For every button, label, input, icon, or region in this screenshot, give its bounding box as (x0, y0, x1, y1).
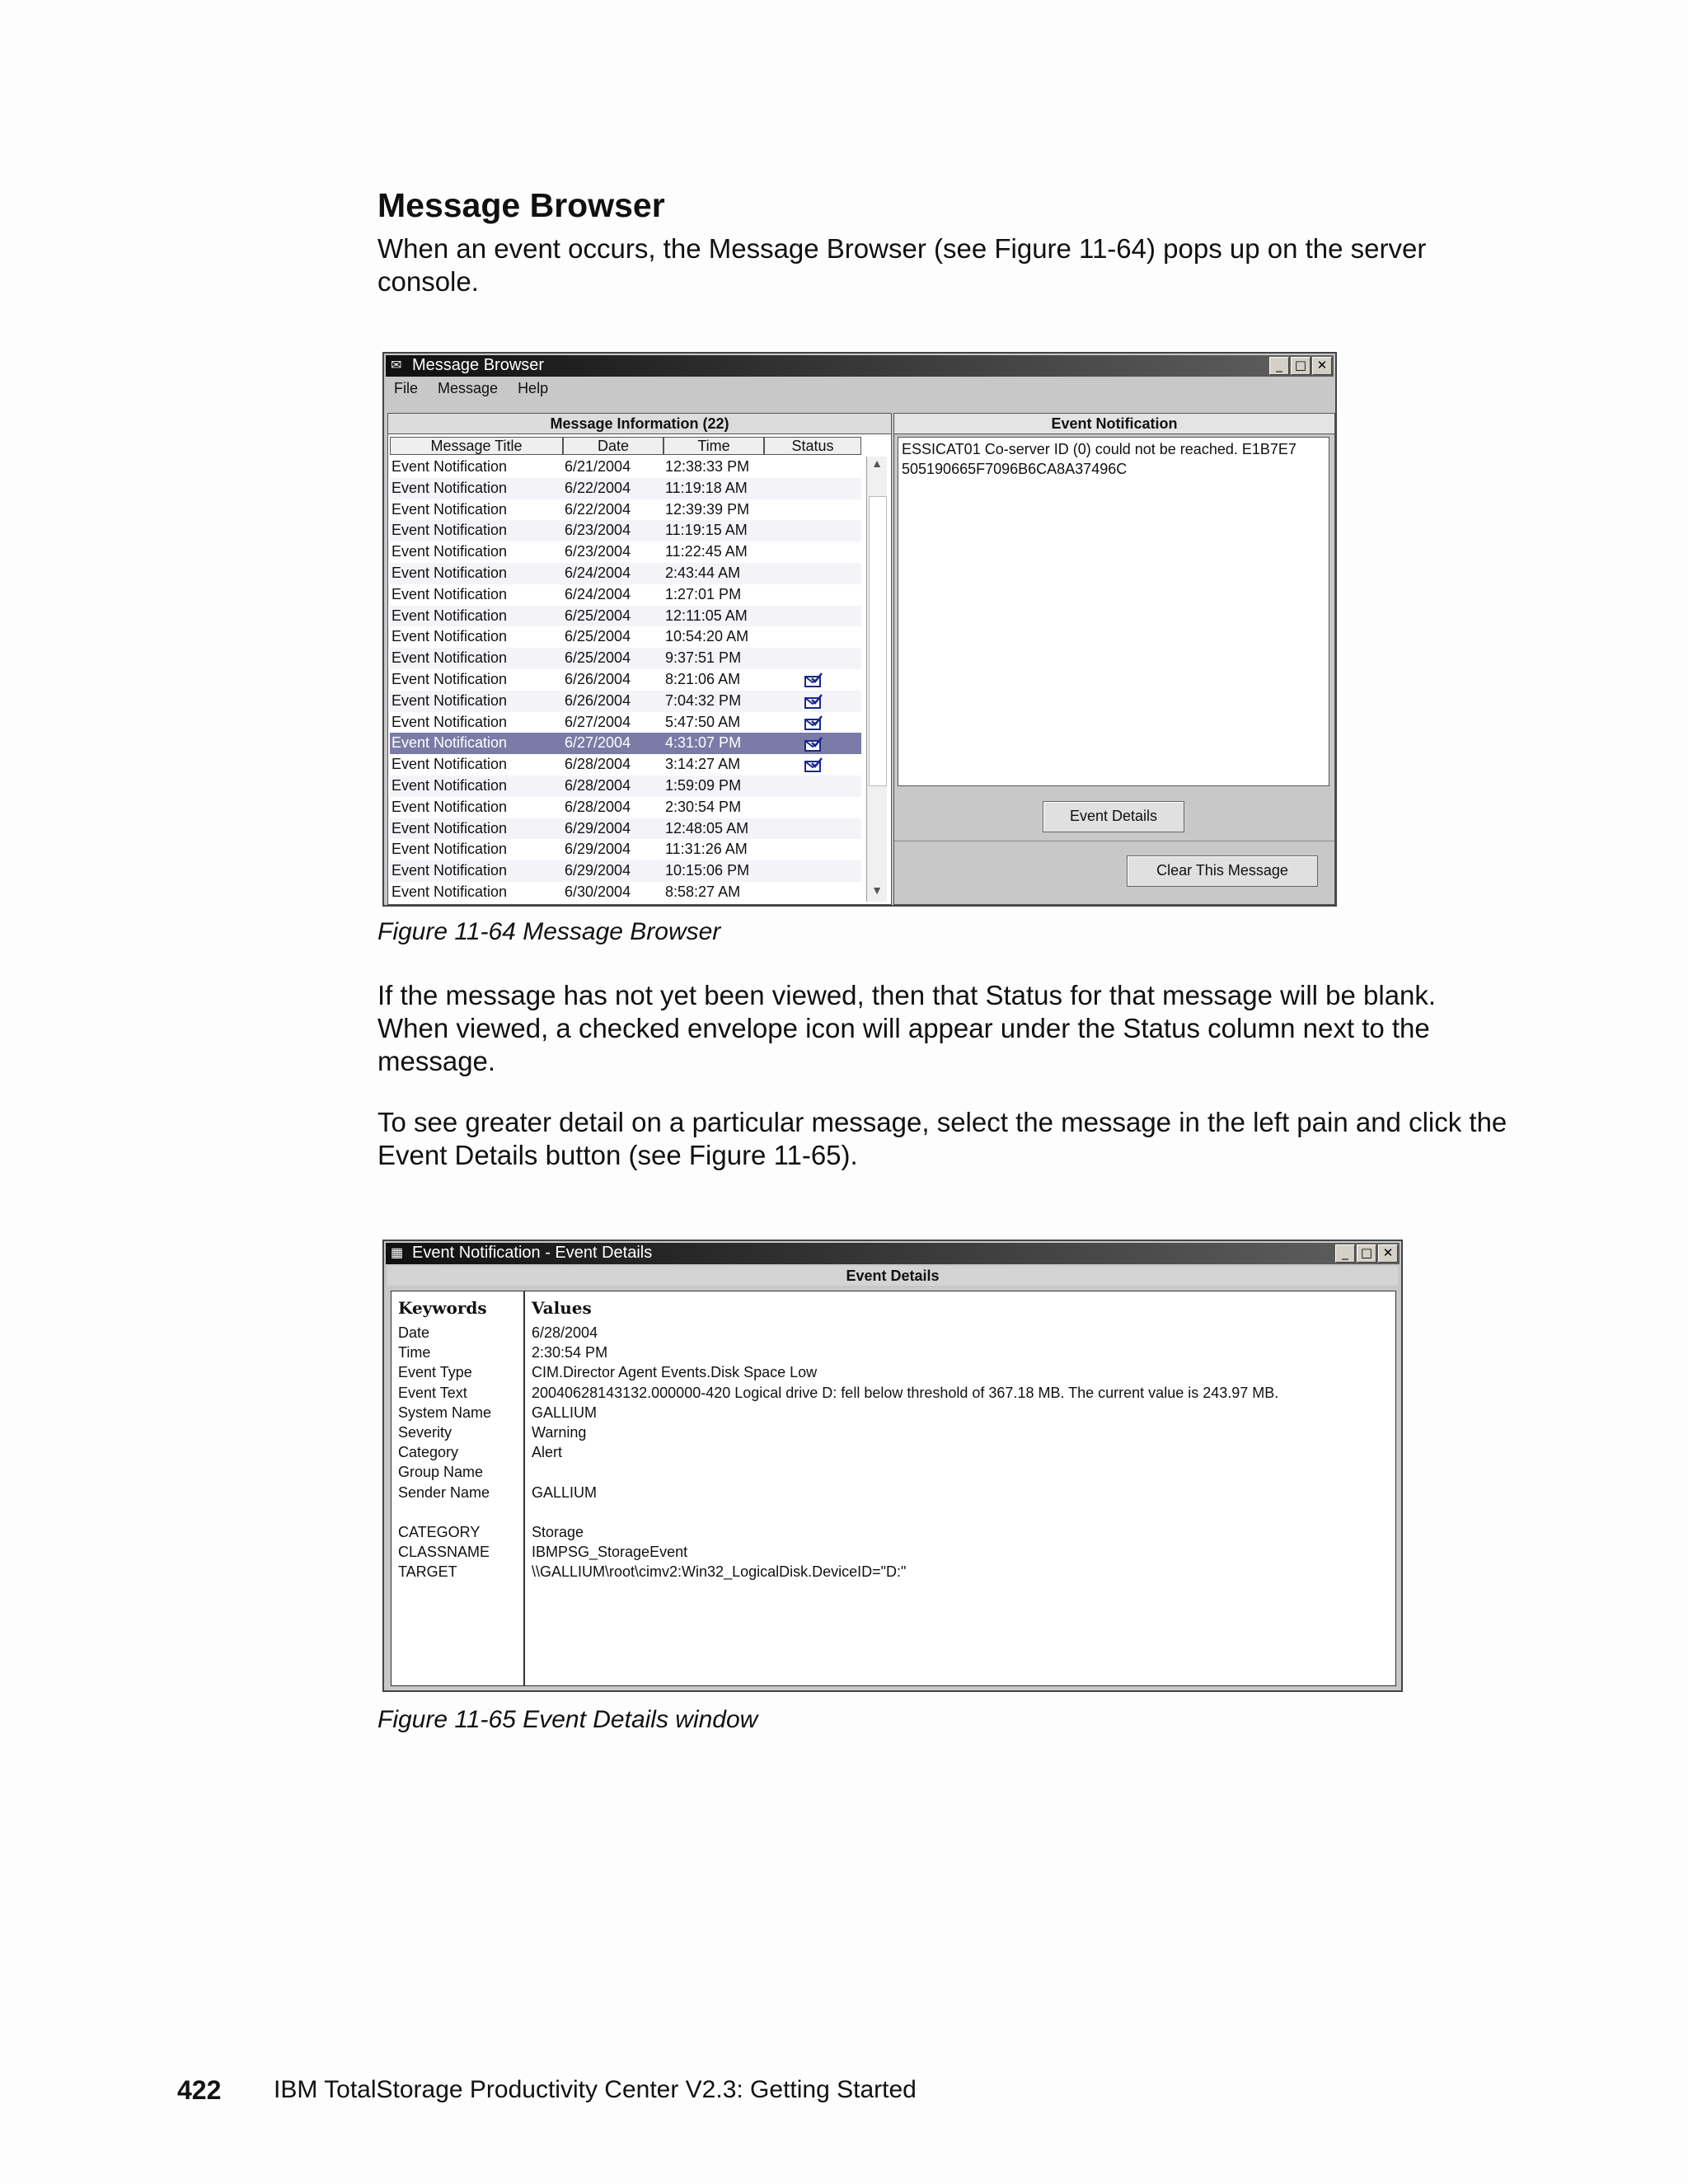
message-time: 1:27:01 PM (665, 585, 742, 602)
message-title: Event Notification (392, 841, 508, 858)
message-status (764, 541, 861, 563)
message-title: Event Notification (392, 564, 508, 581)
message-row[interactable] (390, 691, 861, 712)
message-row[interactable] (390, 818, 861, 840)
keyword-label: System Name (398, 1404, 492, 1421)
event-notification-header: Event Notification (894, 414, 1334, 434)
message-date: 6/24/2004 (565, 585, 631, 602)
message-date: 6/28/2004 (565, 776, 631, 794)
message-row[interactable] (390, 563, 861, 584)
close-icon[interactable]: ✕ (1378, 1244, 1398, 1263)
message-row[interactable] (390, 584, 861, 606)
keyword-label: TARGET (398, 1563, 457, 1581)
message-status (764, 563, 861, 584)
message-date: 6/24/2004 (565, 564, 631, 581)
keyword-label: Event Type (398, 1364, 472, 1381)
message-title: Event Notification (392, 756, 508, 773)
paragraph-status: If the message has not yet been viewed, then that Status for that message will be blank. When viewed, a checked envelope icon will appear under the Status column next to the message. (377, 980, 1437, 1076)
message-time: 12:38:33 PM (665, 458, 750, 475)
message-row[interactable] (390, 541, 861, 563)
keyword-label: Category (398, 1444, 459, 1461)
book-title: IBM TotalStorage Productivity Center V2.3: Getting Started (274, 2076, 917, 2103)
message-title: Event Notification (392, 734, 508, 752)
scroll-up-icon[interactable]: ▲ (871, 457, 883, 470)
value-text: 6/28/2004 (532, 1324, 598, 1341)
message-browser-window (382, 352, 1337, 907)
paragraph-detail: To see greater detail on a particular message, select the message in the left pain and click the Event Details button (see Figure 11-65). (377, 1107, 1507, 1170)
message-time: 2:30:54 PM (665, 798, 742, 815)
message-time: 8:21:06 AM (665, 670, 741, 687)
message-row[interactable] (390, 776, 861, 797)
message-time: 4:31:07 PM (665, 734, 742, 752)
message-time: 12:48:05 AM (665, 819, 749, 837)
message-status (764, 669, 861, 691)
value-text: 2:30:54 PM (532, 1344, 608, 1361)
value-text: GALLIUM (532, 1404, 598, 1421)
message-time: 2:43:44 AM (665, 564, 741, 581)
keyword-label: Event Text (398, 1384, 467, 1401)
app-icon: ✉ (391, 359, 402, 373)
message-text-area[interactable]: ESSICAT01 Co-server ID (0) could not be reached. E1B7E7 505190665F7096B6CA8A37496C (898, 437, 1329, 786)
col-message-title[interactable]: Message Title (390, 437, 563, 455)
message-status (764, 839, 861, 860)
message-date: 6/27/2004 (565, 734, 631, 752)
keywords-title: Keywords (398, 1298, 487, 1318)
message-date: 6/28/2004 (565, 756, 631, 773)
message-time: 11:19:15 AM (665, 522, 748, 539)
clear-message-button[interactable]: Clear This Message (1127, 855, 1318, 887)
title-bar (386, 355, 1334, 377)
message-status (764, 882, 861, 902)
message-time: 10:54:20 AM (665, 628, 749, 645)
message-list (390, 457, 861, 902)
value-text: CIM.Director Agent Events.Disk Space Low (532, 1364, 818, 1381)
message-status (764, 860, 861, 882)
message-row[interactable] (390, 669, 861, 691)
message-title: Event Notification (392, 649, 508, 667)
message-row[interactable] (390, 626, 861, 648)
message-date: 6/27/2004 (565, 713, 631, 730)
message-date: 6/21/2004 (565, 458, 631, 475)
checked-envelope-icon (804, 692, 823, 709)
message-title: Event Notification (392, 862, 508, 879)
keyword-label: CATEGORY (398, 1524, 481, 1540)
minimize-icon[interactable]: _ (1269, 357, 1289, 375)
message-status (764, 776, 861, 797)
minimize-icon[interactable]: _ (1335, 1244, 1355, 1263)
message-row[interactable] (390, 457, 861, 478)
message-title: Event Notification (392, 500, 508, 518)
message-title: Event Notification (392, 585, 508, 602)
maximize-icon[interactable]: □ (1357, 1244, 1376, 1263)
message-status (764, 712, 861, 733)
event-details-window (382, 1240, 1403, 1692)
menu-help[interactable]: Help (518, 380, 549, 396)
message-date: 6/29/2004 (565, 841, 631, 858)
window-title: Message Browser (412, 356, 545, 374)
message-row[interactable] (390, 478, 861, 499)
message-time: 12:11:05 AM (665, 607, 748, 624)
maximize-icon[interactable]: □ (1291, 357, 1311, 375)
checked-envelope-icon (804, 734, 823, 751)
message-title: Event Notification (392, 543, 508, 560)
col-date[interactable]: Date (563, 437, 663, 455)
value-text: Storage (532, 1524, 584, 1540)
keywords-column (392, 1291, 525, 1685)
message-row[interactable] (390, 648, 861, 669)
keyword-label: Sender Name (398, 1483, 490, 1501)
message-date: 6/23/2004 (565, 522, 631, 539)
message-time: 10:15:06 PM (665, 862, 750, 879)
event-notification-pane (893, 413, 1335, 905)
value-text: Alert (532, 1444, 563, 1461)
menu-file[interactable]: File (394, 380, 419, 396)
message-info-header: Message Information (22) (388, 414, 891, 434)
message-row[interactable] (390, 882, 861, 902)
intro-paragraph: When an event occurs, the Message Browser (see Figure 11-64) pops up on the server console. (377, 233, 1427, 297)
message-time: 11:22:45 AM (665, 543, 748, 560)
message-date: 6/29/2004 (565, 819, 631, 837)
message-title: Event Notification (392, 798, 508, 815)
message-title: Event Notification (392, 883, 508, 900)
message-date: 6/25/2004 (565, 649, 631, 667)
message-title: Event Notification (392, 776, 508, 794)
message-title: Event Notification (392, 670, 508, 687)
message-status (764, 797, 861, 818)
message-title: Event Notification (392, 522, 508, 539)
value-text: Warning (532, 1424, 587, 1441)
col-status[interactable]: Status (764, 437, 861, 455)
message-row[interactable] (390, 520, 861, 541)
message-status (764, 520, 861, 541)
figure-caption-11-65: Figure 11-65 Event Details window (377, 1706, 758, 1733)
event-details-header: Event Details (387, 1266, 1398, 1286)
message-date: 6/25/2004 (565, 628, 631, 645)
value-text: \\GALLIUM\root\cimv2:Win32_LogicalDisk.DeviceID="D:" (532, 1563, 907, 1581)
message-time: 5:47:50 AM (665, 713, 741, 730)
values-title: Values (532, 1298, 592, 1318)
message-row[interactable] (390, 712, 861, 733)
message-status (764, 754, 861, 776)
title-bar (386, 1243, 1400, 1264)
message-title: Event Notification (392, 691, 508, 709)
message-row[interactable] (390, 733, 861, 754)
message-time: 3:14:27 AM (665, 756, 741, 773)
window-title: Event Notification - Event Details (412, 1244, 653, 1262)
message-time: 7:04:32 PM (665, 691, 742, 709)
message-row[interactable] (390, 754, 861, 776)
checked-envelope-icon (804, 671, 823, 687)
message-status (764, 457, 861, 478)
message-list-pane (387, 413, 892, 905)
close-icon[interactable]: ✕ (1312, 357, 1332, 375)
message-row[interactable] (390, 860, 861, 882)
message-status (764, 499, 861, 521)
message-date: 6/22/2004 (565, 500, 631, 518)
scroll-down-icon[interactable]: ▼ (871, 883, 883, 897)
checked-envelope-icon (804, 714, 823, 730)
scroll-thumb[interactable] (869, 496, 887, 786)
message-title: Event Notification (392, 479, 508, 496)
message-title: Event Notification (392, 713, 508, 730)
keyword-label: Time (398, 1344, 431, 1361)
message-time: 9:37:51 PM (665, 649, 742, 667)
value-text: 20040628143132.000000-420 Logical drive D: fell below threshold of 367.18 MB. The current value is 243.97 MB. (532, 1384, 1279, 1401)
message-row[interactable] (390, 797, 861, 818)
message-status (764, 733, 861, 754)
message-title: Event Notification (392, 607, 508, 624)
message-time: 12:39:39 PM (665, 500, 750, 518)
menu-bar (387, 380, 548, 401)
message-date: 6/29/2004 (565, 862, 631, 879)
message-status (764, 648, 861, 669)
message-status (764, 584, 861, 606)
message-date: 6/30/2004 (565, 883, 631, 900)
message-status (764, 606, 861, 627)
figure-caption-11-64: Figure 11-64 Message Browser (377, 918, 721, 945)
message-status (764, 691, 861, 712)
event-details-button[interactable]: Event Details (1043, 801, 1184, 832)
value-text: GALLIUM (532, 1483, 598, 1501)
page-number: 422 (177, 2075, 222, 2105)
vertical-scrollbar[interactable] (866, 457, 887, 902)
keyword-label: Severity (398, 1424, 452, 1441)
value-text: IBMPSG_StorageEvent (532, 1544, 688, 1561)
app-icon: ▦ (391, 1246, 404, 1260)
message-title: Event Notification (392, 819, 508, 837)
message-time: 1:59:09 PM (665, 776, 742, 794)
keyword-label: Group Name (398, 1464, 484, 1481)
keyword-label: CLASSNAME (398, 1544, 490, 1561)
menu-message[interactable]: Message (438, 380, 499, 396)
event-details-table (391, 1291, 1396, 1686)
col-time[interactable]: Time (663, 437, 764, 455)
message-title: Event Notification (392, 628, 508, 645)
message-row[interactable] (390, 606, 861, 627)
message-status (764, 818, 861, 840)
message-row[interactable] (390, 499, 861, 521)
section-title: Message Browser (377, 186, 665, 224)
message-time: 11:19:18 AM (665, 479, 748, 496)
message-time: 8:58:27 AM (665, 883, 741, 900)
message-date: 6/22/2004 (565, 479, 631, 496)
message-date: 6/25/2004 (565, 607, 631, 624)
message-time: 11:31:26 AM (665, 841, 748, 858)
message-date: 6/28/2004 (565, 798, 631, 815)
message-date: 6/26/2004 (565, 670, 631, 687)
message-title: Event Notification (392, 458, 508, 475)
message-date: 6/26/2004 (565, 691, 631, 709)
message-date: 6/23/2004 (565, 543, 631, 560)
message-row[interactable] (390, 839, 861, 860)
message-status (764, 478, 861, 499)
values-column (525, 1291, 1395, 1685)
checked-envelope-icon (804, 756, 823, 772)
keyword-label: Date (398, 1324, 430, 1341)
column-headers (390, 437, 861, 455)
message-status (764, 626, 861, 648)
